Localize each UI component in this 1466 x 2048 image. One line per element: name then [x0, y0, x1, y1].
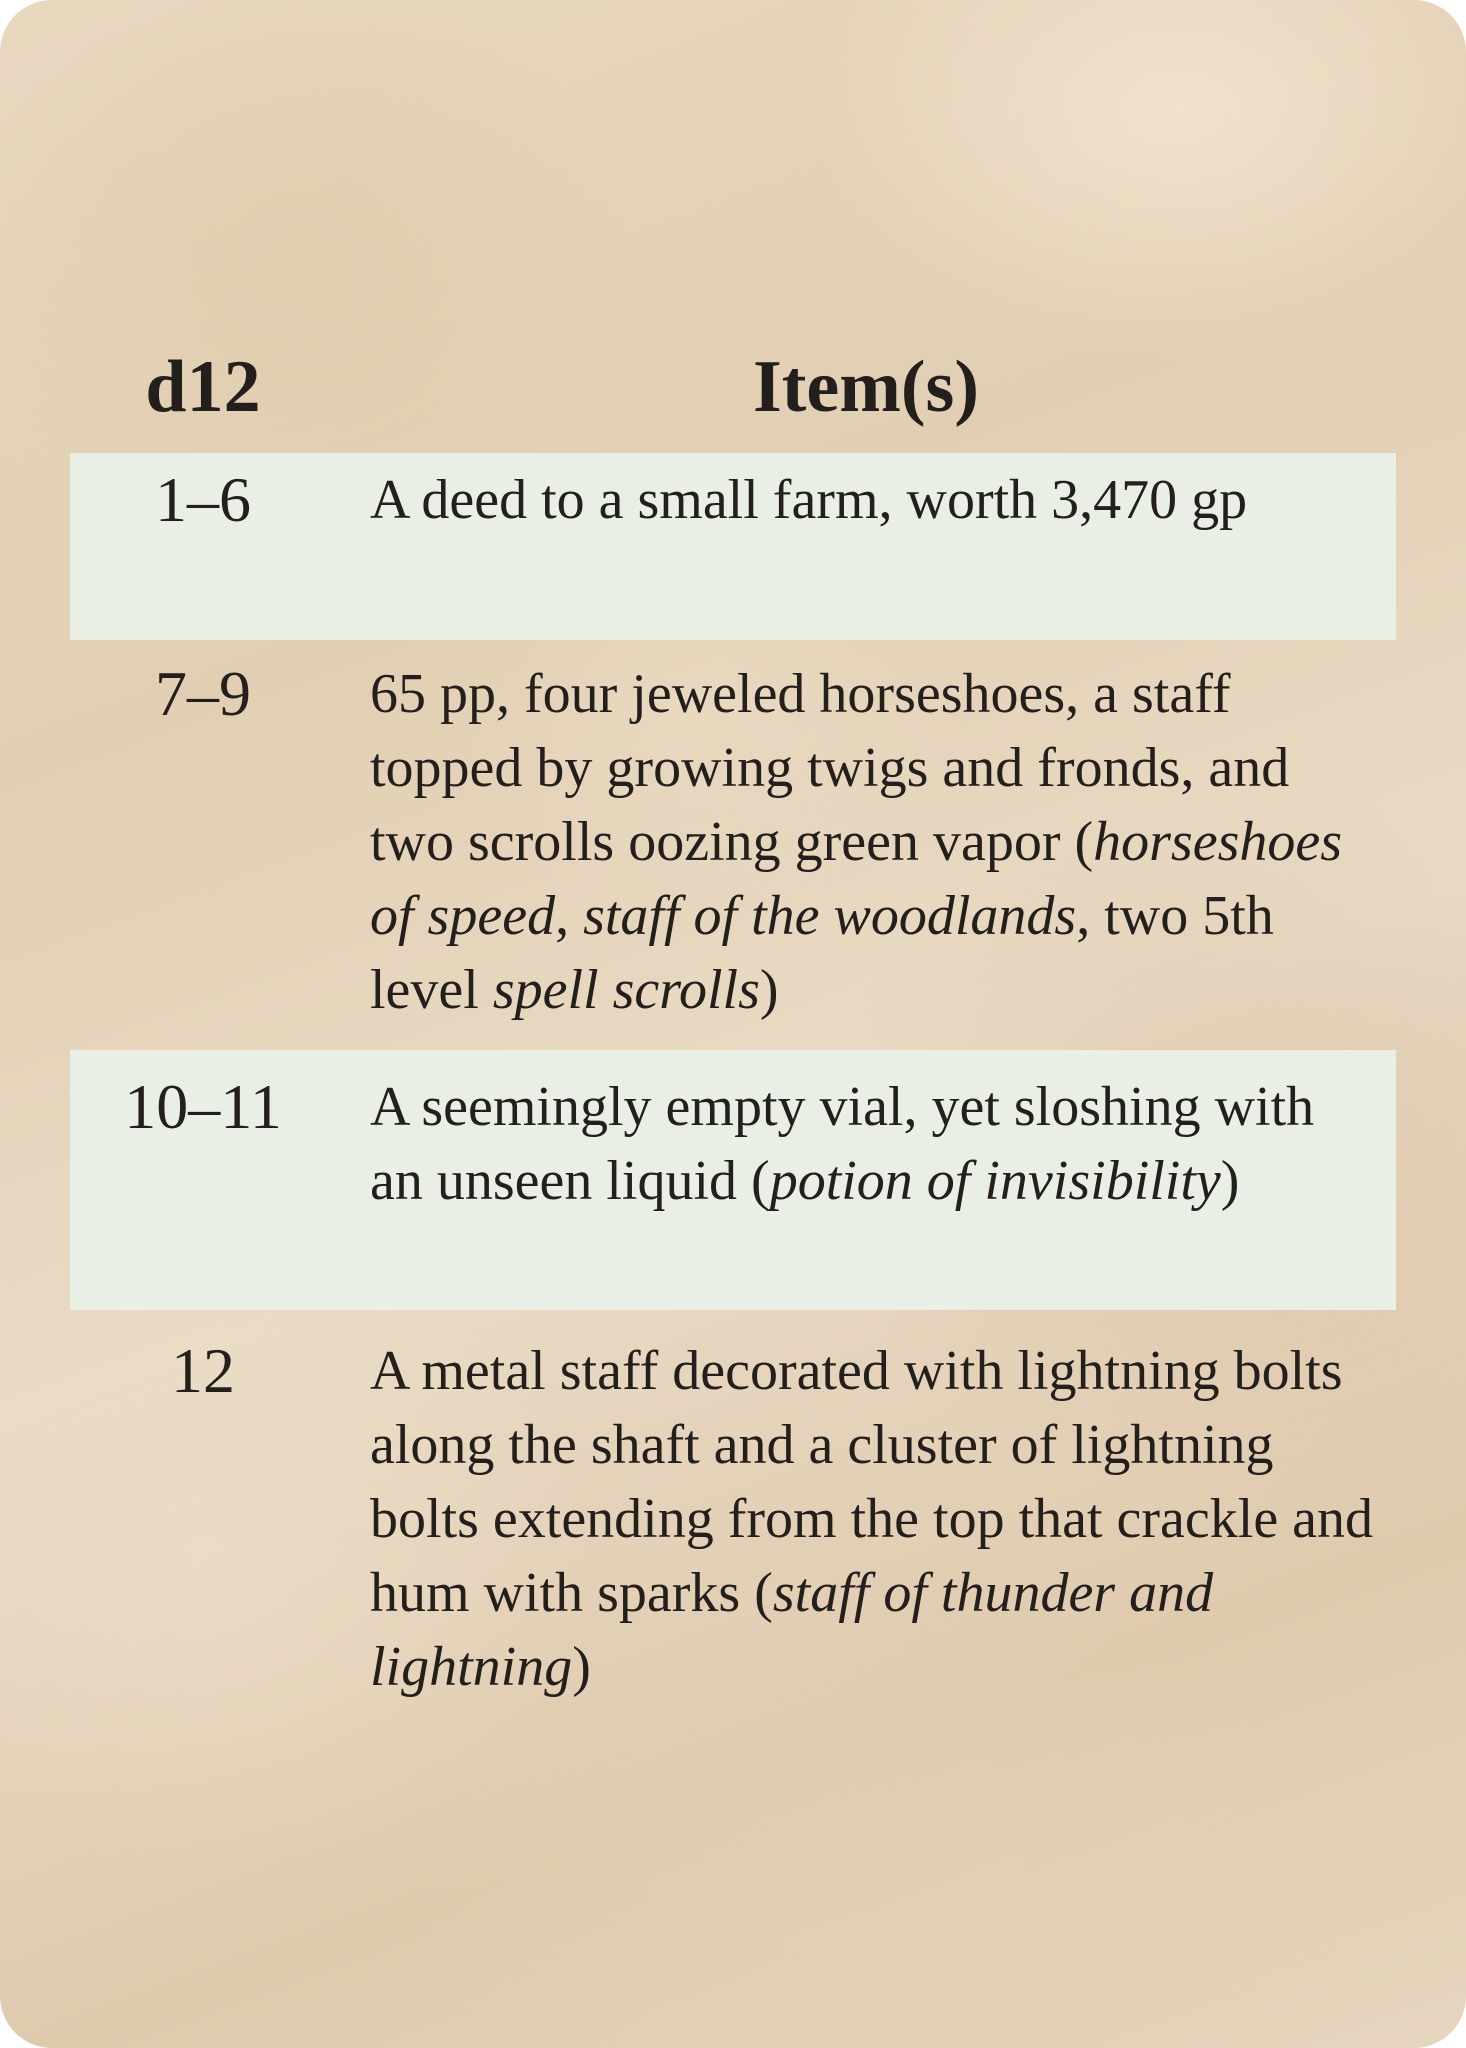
item-name-italic: staff of the woodlands — [583, 885, 1077, 947]
table-row — [70, 640, 1396, 1050]
item-description — [370, 657, 1380, 1027]
header-items: Item(s) — [752, 346, 979, 428]
item-description — [370, 1334, 1380, 1704]
table-row — [70, 1050, 1396, 1310]
roll-range: 12 — [171, 1335, 235, 1406]
item-description — [370, 463, 1380, 537]
item-text: 65 pp, four jeweled horseshoes, a staff topped by growing twigs and fronds, and two scrolls oozing green vapor ( — [370, 663, 1290, 873]
item-name-italic: staff of thunder and lightning — [370, 1562, 1214, 1698]
item-text: A metal staff decorated with lightning bolts along the shaft and a cluster of lightning bolts extending from the top that crackle and hum with sparks ( — [370, 1340, 1374, 1624]
item-name-italic: spell scrolls — [492, 959, 760, 1021]
roll-range: 10–11 — [124, 1071, 282, 1142]
roll-range: 7–9 — [155, 658, 251, 729]
item-text: , two 5th level — [370, 885, 1274, 1021]
item-text: , — [555, 885, 584, 947]
roll-range: 1–6 — [155, 464, 251, 535]
item-description — [370, 1070, 1380, 1218]
table-header — [70, 345, 1396, 445]
item-text: A deed to a small farm, worth 3,470 gp — [370, 469, 1248, 531]
header-roll: d12 — [145, 346, 261, 428]
item-text: A seemingly empty vial, yet sloshing with an unseen liquid ( — [370, 1076, 1315, 1212]
item-name-italic: potion of invisibility — [769, 1150, 1221, 1212]
item-text: ) — [1220, 1150, 1240, 1212]
item-text: ) — [572, 1636, 591, 1698]
item-name-italic: horseshoes of speed — [370, 811, 1343, 947]
table-row — [70, 453, 1396, 640]
item-text: ) — [759, 959, 779, 1021]
table-row — [70, 1310, 1396, 1720]
